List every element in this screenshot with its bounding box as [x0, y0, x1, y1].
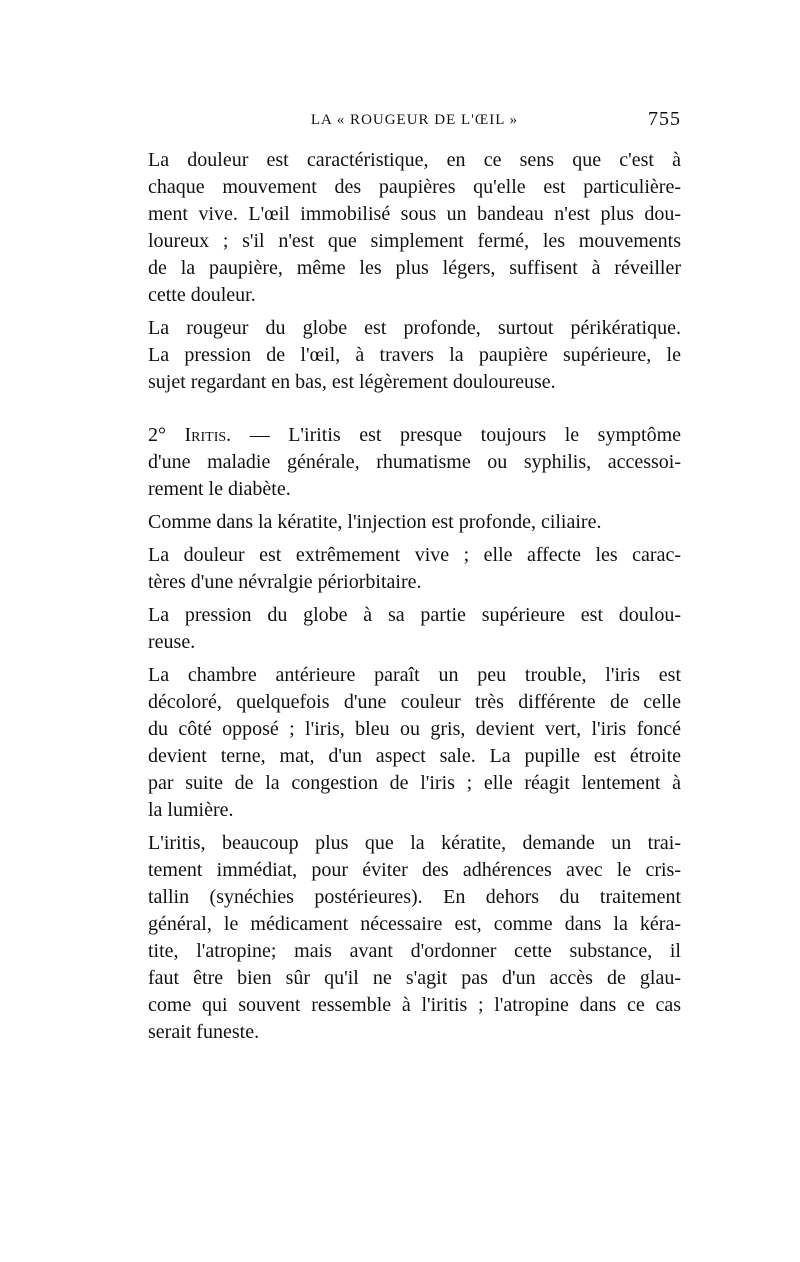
- text-line: come qui souvent ressemble à l'iritis ; l'atropine dans ce cas: [148, 994, 681, 1016]
- text-line: faut être bien sûr qu'il ne s'agit pas d'un accès de glau-: [148, 967, 681, 989]
- text-line: tères d'une névralgie périorbitaire.: [148, 571, 422, 593]
- paragraph-chamber: [148, 662, 681, 824]
- paragraph-treatment: [148, 830, 681, 1046]
- paragraph-pressure: [148, 602, 681, 656]
- paragraph-neuralgia: [148, 542, 681, 596]
- text-line: de la paupière, même les plus légers, suffisent à réveiller: [148, 257, 681, 279]
- paragraph-injection: [148, 509, 681, 536]
- text-line: chaque mouvement des paupières qu'elle est particulière-: [148, 176, 681, 198]
- paragraph-redness: [148, 315, 681, 396]
- paragraph-pain: [148, 147, 681, 309]
- section-first-line: [148, 422, 681, 449]
- text-line: tement immédiat, pour éviter des adhérences avec le cris-: [148, 859, 681, 881]
- text-line: L'iritis, beaucoup plus que la kératite, demande un trai-: [148, 832, 681, 854]
- text-line: La douleur est caractéristique, en ce sens que c'est à: [148, 149, 681, 171]
- text-line: serait funeste.: [148, 1021, 260, 1043]
- text-line: sujet regardant en bas, est légèrement douloureuse.: [148, 371, 556, 393]
- body-text: [148, 147, 681, 1046]
- page-number: 755: [648, 108, 681, 130]
- text-line: cette douleur.: [148, 284, 256, 306]
- text-line: d'une maladie générale, rhumatisme ou syphilis, accessoi-: [148, 451, 681, 473]
- text-fragment: — L'iritis est presque toujours le symptôme: [249, 424, 681, 446]
- text-line: La chambre antérieure paraît un peu trouble, l'iris est: [148, 664, 681, 686]
- running-head: [148, 108, 681, 138]
- text-line: la lumière.: [148, 799, 234, 821]
- text-line: décoloré, quelquefois d'une couleur très différente de celle: [148, 691, 681, 713]
- text-line: devient terne, mat, d'un aspect sale. La pupille est étroite: [148, 745, 681, 767]
- text-line: La pression du globe à sa partie supérieure est doulou-: [148, 604, 681, 626]
- section-title: Iritis.: [184, 424, 232, 446]
- running-title: LA « ROUGEUR DE L'ŒIL »: [310, 112, 519, 128]
- text-line: reuse.: [148, 631, 196, 653]
- text-line: tallin (synéchies postérieures). En dehors du traitement: [148, 886, 681, 908]
- text-line: ment vive. L'œil immobilisé sous un bandeau n'est plus dou-: [148, 203, 681, 225]
- text-line: Comme dans la kératite, l'injection est profonde, ciliaire.: [148, 511, 602, 533]
- section-number: 2°: [148, 424, 166, 446]
- text-line: du côté opposé ; l'iris, bleu ou gris, devient vert, l'iris foncé: [148, 718, 681, 740]
- text-line: par suite de la congestion de l'iris ; elle réagit lentement à: [148, 772, 681, 794]
- text-line: La rougeur du globe est profonde, surtout périkératique.: [148, 317, 681, 339]
- text-line: loureux ; s'il n'est que simplement fermé, les mouvements: [148, 230, 681, 252]
- text-line: général, le médicament nécessaire est, comme dans la kéra-: [148, 913, 681, 935]
- text-line: rement le diabète.: [148, 478, 291, 500]
- section-iritis: [148, 422, 681, 503]
- text-line: tite, l'atropine; mais avant d'ordonner cette substance, il: [148, 940, 681, 962]
- text-line: La pression de l'œil, à travers la paupière supérieure, le: [148, 344, 681, 366]
- text-line: La douleur est extrêmement vive ; elle affecte les carac-: [148, 544, 681, 566]
